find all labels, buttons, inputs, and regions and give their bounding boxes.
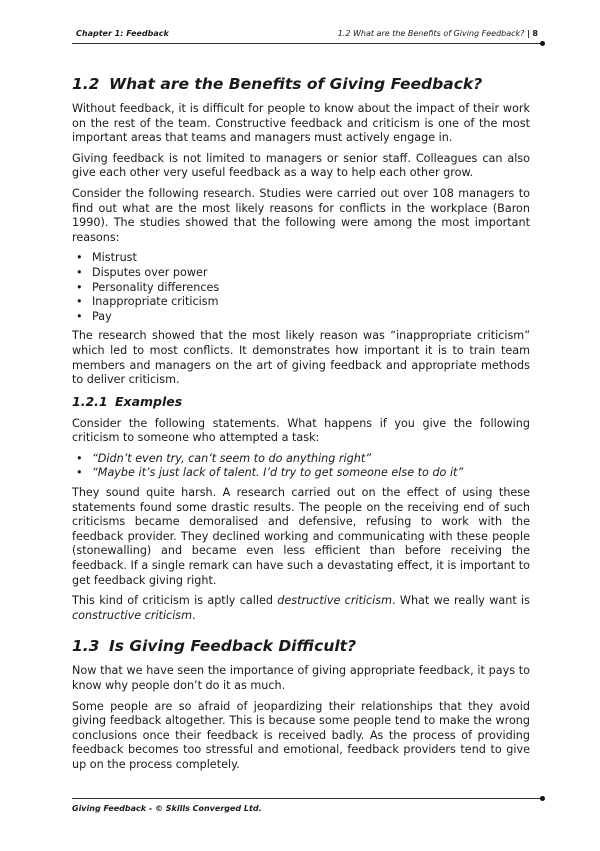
- paragraph: Consider the following research. Studies were carried out over 108 managers to find out what are the most likely reasons for conflicts in the workplace (Baron 1990). The studies showed that the following were among the most important reasons:: [72, 186, 530, 244]
- list-item: • Disputes over power: [72, 266, 530, 281]
- text-run: This kind of criticism is aptly called: [72, 594, 278, 608]
- header-rule-dot: [540, 41, 545, 46]
- heading-number: 1.2: [72, 75, 100, 93]
- heading-1-2: [72, 75, 530, 94]
- footer-copyright: Giving Feedback - © Skills Converged Ltd.: [72, 804, 262, 813]
- page-number: 8: [532, 29, 538, 38]
- heading-title: Is Giving Feedback Difficult?: [109, 637, 357, 656]
- heading-number: 1.3: [72, 637, 100, 656]
- header-separator: |: [526, 29, 530, 38]
- paragraph: [72, 594, 530, 623]
- running-section-title: [338, 29, 538, 38]
- reasons-list: [72, 251, 530, 324]
- list-item: • Inappropriate criticism: [72, 295, 530, 310]
- paragraph: They sound quite harsh. A research carried out on the effect of using these statements found some drastic results. The people on the receiving end of such criticisms became demoralised and defensive, refusing to work with the feedback provider. They declined working and communicating with these people (stonewalling) and became even less efficient than before receiving the feedback. If a single remark can have such a devastating effect, it is important to get feedback giving right.: [72, 486, 530, 587]
- heading-number: 1.2.1: [72, 393, 108, 409]
- list-item: • Mistrust: [72, 251, 530, 266]
- statements-list: [72, 452, 530, 481]
- footer-rule-dot: [540, 796, 545, 801]
- text-run: .: [192, 608, 196, 622]
- heading-title: Examples: [115, 393, 183, 409]
- list-item: • “Didn’t even try, can’t seem to do anything right”: [72, 452, 530, 467]
- running-chapter-title: Chapter 1: Feedback: [76, 29, 169, 38]
- paragraph: Some people are so afraid of jeopardizing their relationships that they avoid giving feedback altogether. This is because some people tend to make the wrong conclusions once their feedback is received badly. As the process of providing feedback becomes too stressful and emotional, feedback providers tend to give up on the process completely.: [72, 699, 530, 771]
- list-item: • “Maybe it’s just lack of talent. I’d try to get someone else to do it”: [72, 466, 530, 481]
- paragraph: Now that we have seen the importance of giving appropriate feedback, it pays to know why people don’t do it as much.: [72, 664, 530, 692]
- paragraph: The research showed that the most likely reason was “inappropriate criticism” which led to most conflicts. It demonstrates how important it is to train team members and managers on the art of giving feedback and appropriate methods to deliver criticism.: [72, 329, 530, 387]
- list-item: • Personality differences: [72, 281, 530, 296]
- text-run: . What we really want is: [392, 594, 530, 608]
- list-item: • Pay: [72, 310, 530, 325]
- running-section-text: 1.2 What are the Benefits of Giving Feedback?: [337, 29, 525, 38]
- heading-title: What are the Benefits of Giving Feedback?: [109, 75, 483, 93]
- heading-1-2-1: [72, 394, 530, 410]
- paragraph: Without feedback, it is difficult for people to know about the impact of their work on the rest of the team. Constructive feedback and criticism is one of the most important areas that teams and managers must actively engage in.: [72, 102, 530, 145]
- header-rule: [72, 43, 542, 44]
- page-footer: [72, 798, 542, 818]
- footer-rule: [72, 798, 542, 799]
- paragraph: Giving feedback is not limited to managers or senior staff. Colleagues can also give each other very useful feedback as a way to help each other grow.: [72, 151, 530, 180]
- paragraph: Consider the following statements. What happens if you give the following criticism to someone who attempted a task:: [72, 416, 530, 445]
- emphasis: constructive criticism: [72, 608, 193, 622]
- emphasis: destructive criticism: [277, 594, 393, 608]
- heading-1-3: [72, 637, 530, 656]
- page-header: [72, 27, 542, 47]
- page-body: [72, 75, 530, 779]
